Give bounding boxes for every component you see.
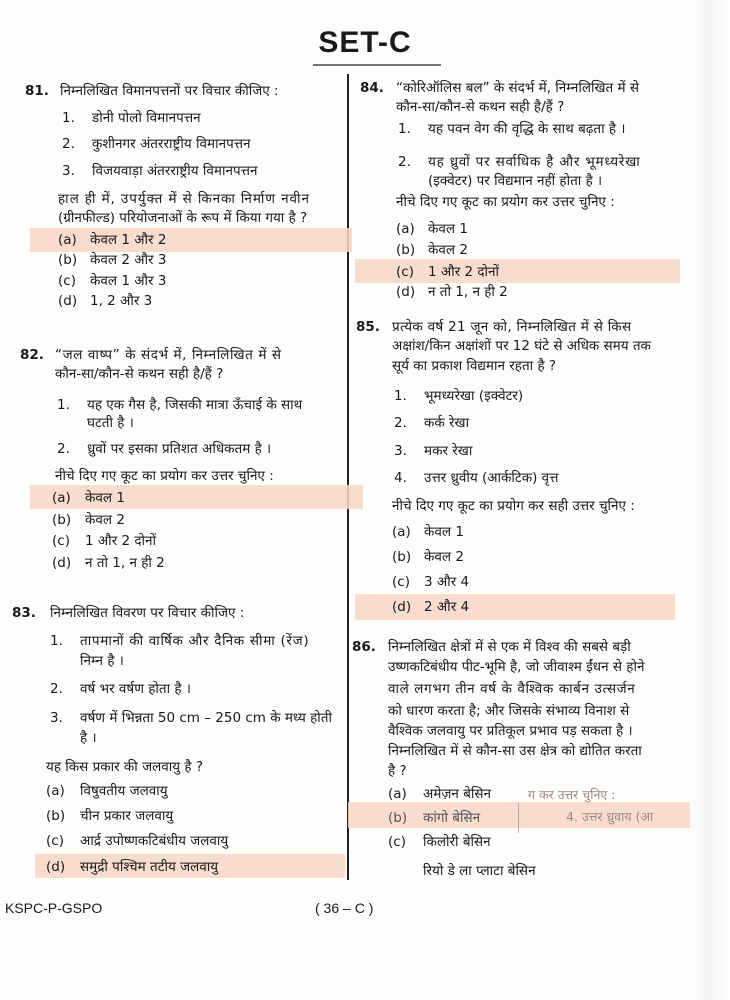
item-text: यह पवन वेग की वृद्धि के साथ बढ़ता है । — [428, 121, 626, 137]
option-b: केवल 2 और 3 — [90, 252, 167, 268]
item-text: यह ध्रुवों पर सर्वाधिक है और भूमध्यरेखा — [428, 154, 641, 170]
option-key: (c) — [46, 833, 64, 849]
item-number: 4. — [394, 470, 407, 486]
title-underline — [313, 64, 441, 66]
question-stem: प्रत्येक वर्ष 21 जून को, निम्नलिखित में से किस — [392, 319, 632, 335]
question-stem: अक्षांश/किन अक्षांशों पर 12 घंटे से अधिक समय तक — [392, 338, 651, 354]
item-number: 1. — [398, 121, 411, 137]
item-text: कर्क रेखा — [424, 415, 470, 431]
option-a: केवल 1 — [424, 524, 464, 540]
bleed-divider — [518, 803, 519, 833]
question-number: 86. — [352, 639, 376, 655]
item-number: 3. — [62, 163, 75, 179]
option-a: केवल 1 — [85, 490, 125, 506]
option-key: (d) — [58, 293, 78, 309]
question-stem: को धारण करता है; और जिसके संभाव्य विनाश से — [388, 703, 630, 719]
question-stem: निम्नलिखित विवरण पर विचार कीजिए : — [50, 605, 245, 621]
set-title: SET-C — [318, 26, 412, 59]
option-b: केवल 2 — [428, 242, 468, 258]
paper-code: KSPC-P-GSPO — [5, 900, 103, 916]
item-text: भूमध्यरेखा (इक्वेटर) — [424, 388, 524, 404]
option-key: (c) — [388, 834, 406, 850]
answer-highlight-82 — [30, 485, 363, 509]
item-text: ध्रुवों पर इसका प्रतिशत अधिकतम है । — [87, 441, 272, 457]
item-number: 2. — [62, 136, 75, 152]
page-number: ( 36 – C ) — [315, 900, 374, 916]
option-key: (d) — [46, 859, 66, 875]
option-c: 1 और 2 दोनों — [85, 533, 157, 549]
question-stem: कौन-सा/कौन-से कथन सही है/हैं ? — [55, 366, 224, 382]
option-c: 3 और 4 — [424, 574, 470, 590]
item-text: विजयवाड़ा अंतरराष्ट्रीय विमानपत्तन — [92, 163, 258, 179]
item-text: वर्षण में भिन्नता 50 cm – 250 cm के मध्य होती — [80, 710, 332, 726]
item-text: कुशीनगर अंतरराष्ट्रीय विमानपत्तन — [92, 136, 251, 152]
option-key: (b) — [396, 242, 416, 258]
column-divider — [347, 74, 349, 880]
bleed-through-text: 4. उत्तर ध्रुवाय (आ — [566, 809, 654, 824]
question-stem: निम्नलिखित विमानपत्तनों पर विचार कीजिए : — [60, 83, 279, 99]
item-text: डोनी पोलो विमानपत्तन — [92, 110, 201, 126]
item-number: 2. — [57, 441, 70, 457]
option-key: (b) — [388, 810, 408, 826]
option-c: केवल 1 और 3 — [90, 273, 167, 289]
question-number: 83. — [12, 605, 36, 621]
item-text: मकर रेखा — [424, 443, 473, 459]
answer-highlight-81 — [30, 228, 352, 252]
question-stem: वाले लगभग तीन वर्ष के वैश्विक कार्बन उत्सर्जन — [388, 681, 636, 697]
option-key: (a) — [58, 232, 77, 248]
option-key: (d) — [396, 284, 416, 300]
option-a: केवल 1 — [428, 221, 468, 237]
option-key: (a) — [396, 221, 415, 237]
option-key: (b) — [46, 808, 66, 824]
option-d: न तो 1, न ही 2 — [428, 284, 508, 300]
option-key: (a) — [388, 786, 407, 802]
option-d: रियो डे ला प्लाटा बेसिन — [423, 863, 536, 879]
item-text: (इक्वेटर) पर विद्यमान नहीं होता है । — [428, 173, 603, 189]
item-number: 2. — [394, 415, 407, 431]
option-key: (a) — [46, 783, 65, 799]
item-number: 3. — [50, 710, 63, 726]
option-key: (a) — [52, 490, 71, 506]
prompt-line: हाल ही में, उपर्युक्त में से किनका निर्माण नवीन — [58, 191, 310, 207]
question-stem: है ? — [388, 763, 407, 779]
option-a: विषुवतीय जलवायु — [80, 783, 168, 799]
option-c: किलोरी बेसिन — [423, 834, 491, 850]
scan-edge — [690, 0, 730, 1000]
option-b: केवल 2 — [85, 512, 125, 528]
option-key: (b) — [392, 549, 412, 565]
question-stem: वैश्विक जलवायु पर प्रतिकूल प्रभाव पड़ सकता है । — [388, 723, 633, 739]
option-key: (b) — [58, 252, 78, 268]
question-stem: सूर्य का प्रकाश विद्यमान रहता है ? — [392, 358, 557, 374]
bleed-through-text: ग कर उत्तर चुनिए : — [528, 787, 616, 802]
item-text: घटती है । — [87, 415, 134, 431]
item-text: उत्तर ध्रुवीय (आर्कटिक) वृत्त — [424, 470, 559, 486]
option-key: (d) — [392, 599, 412, 615]
item-number: 2. — [50, 681, 63, 697]
prompt-line: नीचे दिए गए कूट का प्रयोग कर सही उत्तर चुनिए : — [392, 498, 635, 514]
item-text: यह एक गैस है, जिसकी मात्रा ऊँचाई के साथ — [87, 397, 303, 413]
option-key: (c) — [392, 574, 410, 590]
item-number: 1. — [50, 633, 63, 649]
item-number: 3. — [394, 443, 407, 459]
question-stem: उष्णकटिबंधीय पीट-भूमि है, जो जीवाश्म ईंधन से होने — [388, 659, 645, 675]
option-d: न तो 1, न ही 2 — [85, 555, 165, 571]
option-key: (c) — [396, 264, 414, 280]
question-stem: निम्नलिखित क्षेत्रों में से एक में विश्व की सबसे बड़ी — [388, 639, 631, 655]
item-text: वर्ष भर वर्षण होता है । — [80, 681, 191, 697]
option-key: (c) — [58, 273, 76, 289]
option-a: केवल 1 और 2 — [90, 232, 167, 248]
prompt-line: नीचे दिए गए कूट का प्रयोग कर उत्तर चुनिए : — [396, 194, 615, 210]
option-d: समुद्री पश्चिम तटीय जलवायु — [80, 859, 219, 875]
option-c: आर्द्र उपोष्णकटिबंधीय जलवायु — [80, 833, 229, 849]
option-d: 1, 2 और 3 — [90, 293, 153, 309]
question-number: 81. — [25, 83, 49, 99]
option-a: अमेज़न बेसिन — [423, 786, 492, 802]
option-key: (c) — [52, 533, 70, 549]
item-number: 1. — [57, 397, 70, 413]
item-text: है । — [80, 730, 97, 746]
option-c: 1 और 2 दोनों — [428, 264, 500, 280]
question-number: 82. — [20, 347, 44, 363]
option-b: केवल 2 — [424, 549, 464, 565]
question-number: 84. — [360, 80, 384, 96]
question-stem: निम्नलिखित में से कौन-सा उस क्षेत्र को द्योतित करता — [388, 743, 642, 759]
option-key: (a) — [392, 524, 411, 540]
question-stem: “कोरिऑलिस बल” के संदर्भ में, निम्नलिखित में से — [396, 80, 639, 96]
item-number: 1. — [394, 388, 407, 404]
item-number: 2. — [398, 154, 411, 170]
prompt-line: यह किस प्रकार की जलवायु है ? — [46, 759, 204, 775]
item-text: तापमानों की वार्षिक और दैनिक सीमा (रेंज) — [80, 633, 310, 649]
question-stem: “जल वाष्प” के संदर्भ में, निम्नलिखित में से — [55, 347, 282, 363]
option-key: (d) — [52, 555, 72, 571]
question-stem: कौन-सा/कौन-से कथन सही है/हैं ? — [396, 99, 565, 115]
item-text: निम्न है । — [80, 653, 124, 669]
question-number: 85. — [356, 319, 380, 335]
option-b: कांगो बेसिन — [423, 810, 481, 826]
option-b: चीन प्रकार जलवायु — [80, 808, 174, 824]
prompt-line: (ग्रीनफील्ड) परियोजनाओं के रूप में किया गया है ? — [58, 210, 308, 226]
prompt-line: नीचे दिए गए कूट का प्रयोग कर उत्तर चुनिए : — [55, 468, 274, 484]
item-number: 1. — [62, 110, 75, 126]
option-key: (b) — [52, 512, 72, 528]
option-d: 2 और 4 — [424, 599, 470, 615]
